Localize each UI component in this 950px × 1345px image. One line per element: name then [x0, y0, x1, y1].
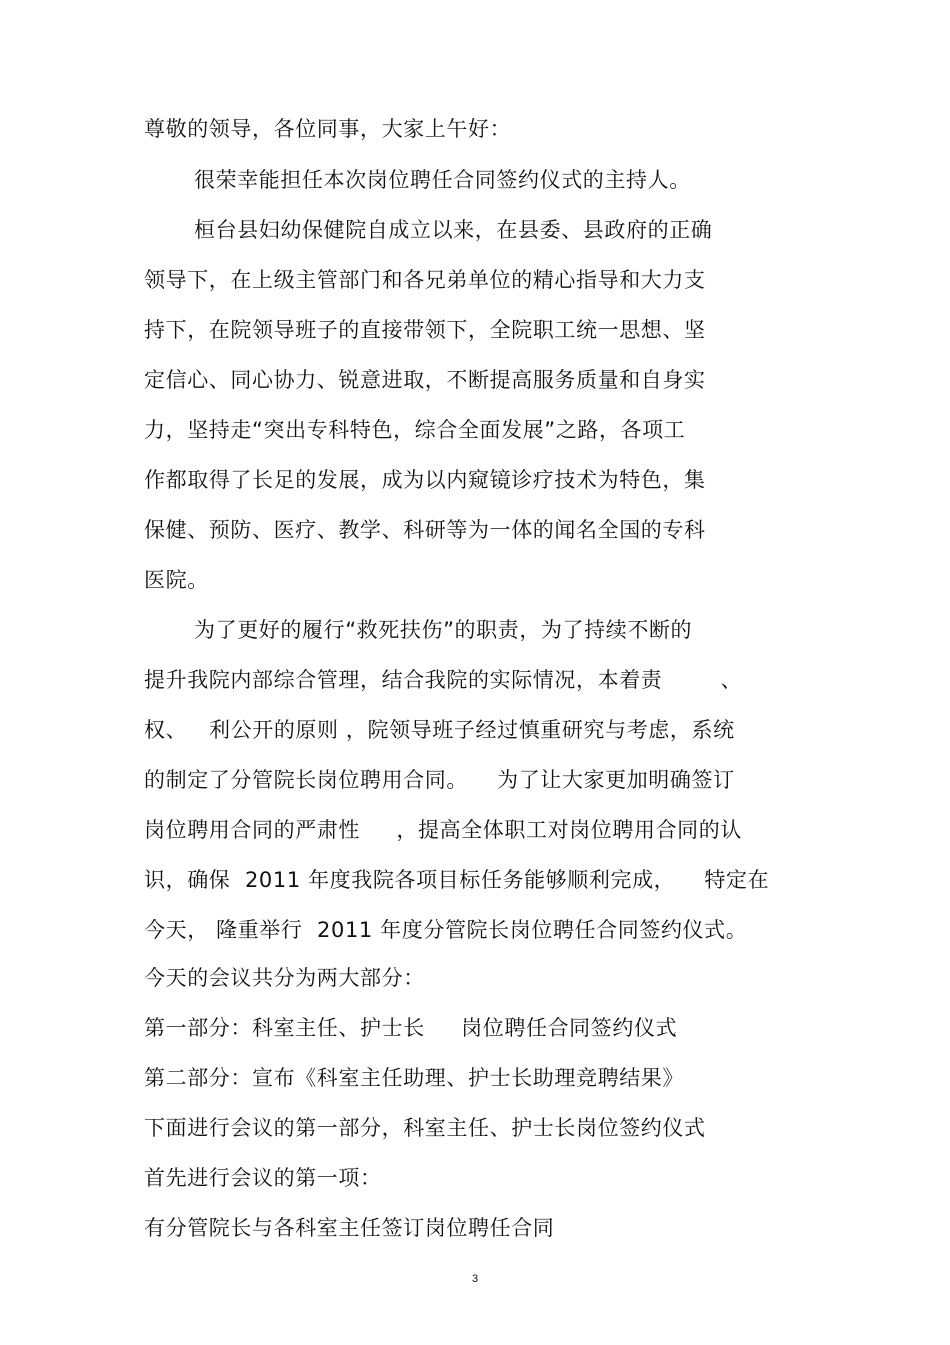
text-line: 为了更好的履行“救死扶伤”的职责，为了持续不断的	[194, 618, 693, 642]
text-line: 保健、预防、医疗、教学、科研等为一体的闻名全国的专科	[144, 518, 706, 542]
text-line: 岗位聘用合同的严肃性 ，提高全体职工对岗位聘用合同的认	[144, 818, 742, 842]
text-line: 力，坚持走“突出专科特色，综合全面发展”之路，各项工	[144, 418, 686, 442]
text-line-host-intro: 很荣幸能担任本次岗位聘任合同签约仪式的主持人。	[194, 168, 691, 192]
text-line: 领导下，在上级主管部门和各兄弟单位的精心指导和大力支	[144, 268, 706, 292]
text-line: 权、 利公开的原则 ，院领导班子经过慎重研究与考虑，系统	[144, 718, 735, 742]
text-line: 的制定了分管院长岗位聘用合同。 为了让大家更加明确签订	[144, 768, 735, 792]
text-line: 有分管院长与各科室主任签订岗位聘任合同	[144, 1216, 555, 1240]
text-line: 作都取得了长足的发展，成为以内窥镜诊疗技术为特色，集	[144, 468, 706, 492]
text-line: 首先进行会议的第一项：	[144, 1166, 382, 1190]
text-line: 识，确保 2011 年度我院各项目标任务能够顺利完成， 特定在	[144, 868, 770, 892]
text-line-greeting: 尊敬的领导，各位同事，大家上午好：	[144, 117, 512, 141]
text-line: 下面进行会议的第一部分，科室主任、护士长岗位签约仪式	[144, 1116, 706, 1140]
text-line: 定信心、同心协力、锐意进取，不断提高服务质量和自身实	[144, 368, 706, 392]
text-line: 第一部分：科室主任、护士长 岗位聘任合同签约仪式	[144, 1016, 678, 1040]
text-line: 持下，在院领导班子的直接带领下，全院职工统一思想、坚	[144, 318, 706, 342]
text-line: 今天， 隆重举行 2011 年度分管院长岗位聘任合同签约仪式。	[144, 918, 748, 942]
text-line: 提升我院内部综合管理，结合我院的实际情况，本着责 、	[144, 668, 743, 692]
text-line: 第二部分：宣布《科室主任助理、护士长助理竞聘结果》	[144, 1066, 684, 1090]
text-line: 今天的会议共分为两大部分：	[144, 966, 425, 990]
text-line: 医院。	[144, 568, 209, 592]
text-line: 桓台县妇幼保健院自成立以来，在县委、县政府的正确	[194, 218, 713, 242]
page-number: 3	[471, 1273, 479, 1285]
